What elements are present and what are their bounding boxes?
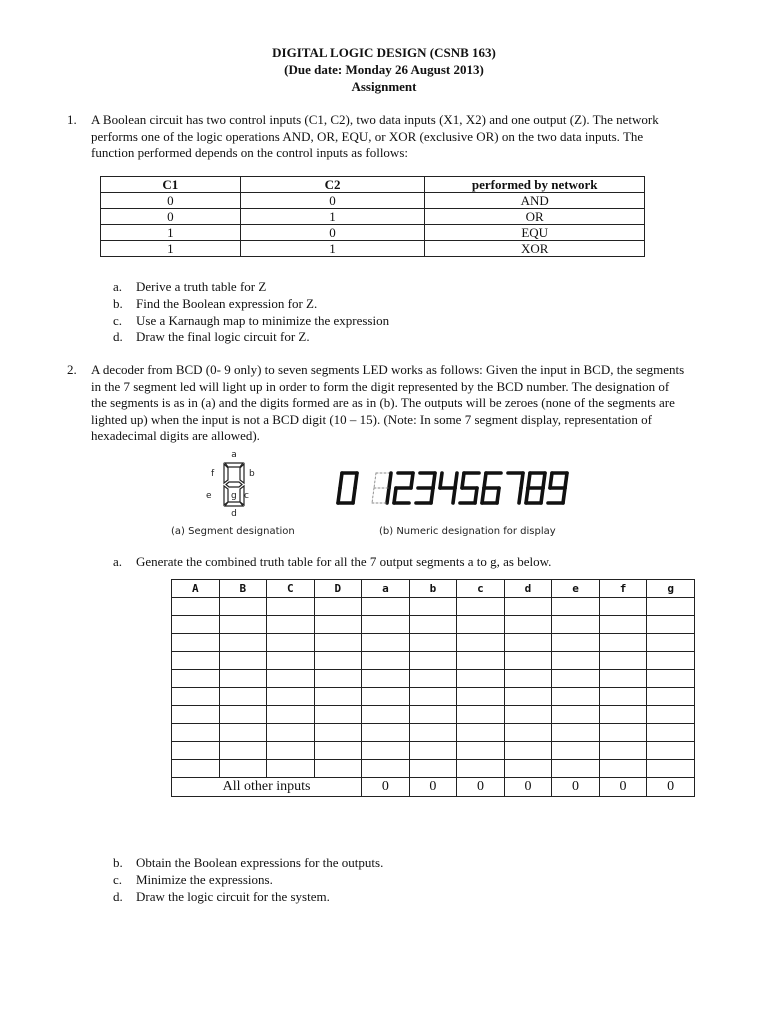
digit-segment <box>482 488 484 503</box>
digit-segment <box>387 488 389 503</box>
table-cell[interactable] <box>504 760 552 778</box>
table-cell: 0 <box>101 209 241 225</box>
segment-b-label: b <box>249 469 255 479</box>
table-cell[interactable] <box>552 688 600 706</box>
table-cell[interactable] <box>457 742 505 760</box>
table-row <box>172 706 695 724</box>
column-header: B <box>219 580 267 598</box>
digit-segment <box>411 473 413 488</box>
q2-number: 2. <box>67 362 77 377</box>
table-row <box>101 225 645 241</box>
table-cell[interactable] <box>267 706 315 724</box>
q2-line: in the 7 segment led will light up in order to form the digit represented by the BCD number. The designation of <box>91 378 670 394</box>
table-cell[interactable] <box>172 724 220 742</box>
part-text: Use a Karnaugh map to minimize the expression <box>136 313 390 328</box>
table-cell: 0 <box>240 225 425 241</box>
table-cell: 1 <box>240 241 425 257</box>
table-cell[interactable] <box>409 742 457 760</box>
digit-segment <box>394 488 396 503</box>
digit-segment <box>440 473 442 488</box>
digit-segment <box>374 473 376 488</box>
table-cell[interactable] <box>172 670 220 688</box>
table-cell[interactable] <box>219 742 267 760</box>
q2-part-b <box>113 855 383 872</box>
q2-part-a <box>113 554 551 571</box>
table-cell[interactable] <box>552 616 600 634</box>
table-cell[interactable] <box>362 634 410 652</box>
table-cell[interactable] <box>172 652 220 670</box>
display-digit-3 <box>416 473 435 503</box>
digit-segment <box>521 473 523 488</box>
table-cell[interactable] <box>599 724 647 742</box>
table-cell: 0 <box>240 193 425 209</box>
q2-line: the segments is as in (a) and the digits formed are as in (b). The outputs will be zeroes (none of the segments are <box>91 395 675 410</box>
table-cell[interactable] <box>219 688 267 706</box>
segment-e-shape <box>224 486 228 505</box>
display-digit-4 <box>440 473 457 503</box>
segment-g-shape <box>226 482 242 487</box>
column-header: d <box>504 580 552 598</box>
table-cell[interactable] <box>314 688 362 706</box>
table-cell[interactable] <box>647 724 695 742</box>
table-cell[interactable] <box>172 598 220 616</box>
column-header: a <box>362 580 410 598</box>
part-letter: b. <box>113 296 123 311</box>
table-cell[interactable] <box>599 688 647 706</box>
table-cell[interactable] <box>599 706 647 724</box>
table-cell[interactable] <box>647 598 695 616</box>
table-cell[interactable] <box>219 670 267 688</box>
display-digit-9 <box>548 473 567 503</box>
table-cell[interactable] <box>647 688 695 706</box>
table-cell[interactable] <box>457 670 505 688</box>
table-cell[interactable] <box>552 652 600 670</box>
table-row <box>101 209 645 225</box>
table-cell[interactable] <box>409 598 457 616</box>
digit-segment <box>433 473 435 488</box>
table-cell[interactable] <box>504 634 552 652</box>
column-header: f <box>599 580 647 598</box>
digit-segment <box>340 473 342 488</box>
table-cell[interactable] <box>504 688 552 706</box>
digit-segment <box>462 473 464 488</box>
caption-segment-designation: (a) Segment designation <box>171 526 295 537</box>
table-cell[interactable] <box>314 598 362 616</box>
table-cell[interactable] <box>219 598 267 616</box>
table-cell[interactable] <box>647 760 695 778</box>
table-row <box>172 742 695 760</box>
output-value-cell: 0 <box>552 778 600 797</box>
table-cell[interactable] <box>314 724 362 742</box>
table-cell[interactable] <box>552 742 600 760</box>
segment-designation-diagram <box>196 446 276 520</box>
display-digit-2 <box>394 473 413 503</box>
table-cell[interactable] <box>219 706 267 724</box>
table-cell[interactable] <box>267 652 315 670</box>
segment-g-label: g <box>231 491 237 501</box>
part-letter: c. <box>113 872 123 887</box>
table-cell[interactable] <box>647 616 695 634</box>
table-cell[interactable] <box>314 652 362 670</box>
table-cell[interactable] <box>457 724 505 742</box>
table-row <box>172 598 695 616</box>
table-cell[interactable] <box>599 634 647 652</box>
table-cell[interactable] <box>504 724 552 742</box>
table-cell[interactable] <box>457 598 505 616</box>
q1-part-d <box>113 329 310 346</box>
display-digit-7 <box>508 473 523 503</box>
table-cell[interactable] <box>504 598 552 616</box>
table-cell[interactable] <box>647 634 695 652</box>
part-letter: d. <box>113 889 123 904</box>
digit-segment <box>484 473 486 488</box>
table-cell[interactable] <box>599 616 647 634</box>
table-row <box>172 670 695 688</box>
column-header: b <box>409 580 457 598</box>
table-cell[interactable] <box>552 724 600 742</box>
table-cell[interactable] <box>172 742 220 760</box>
table-cell[interactable] <box>457 688 505 706</box>
table-cell[interactable] <box>599 670 647 688</box>
table-cell[interactable] <box>552 760 600 778</box>
table-cell[interactable] <box>267 634 315 652</box>
table-cell[interactable] <box>504 670 552 688</box>
table-cell[interactable] <box>362 706 410 724</box>
table-cell[interactable] <box>457 616 505 634</box>
part-letter: b. <box>113 855 123 870</box>
q2-line: lighted up) when the input is not a BCD digit (10 – 15). (Note: In some 7 segment display, representation of <box>91 411 652 427</box>
output-value-cell: 0 <box>457 778 505 797</box>
q2-line: hexadecimal digits are allowed). <box>91 428 260 443</box>
segment-truth-table <box>171 579 695 797</box>
caption-numeric-designation: (b) Numeric designation for display <box>379 526 556 537</box>
table-row <box>101 193 645 209</box>
table-cell[interactable] <box>457 706 505 724</box>
table-row <box>172 652 695 670</box>
part-text: Generate the combined truth table for all the 7 output segments a to g, as below. <box>136 554 552 569</box>
table-cell[interactable] <box>552 670 600 688</box>
table-cell[interactable] <box>504 652 552 670</box>
display-digit-6 <box>482 473 501 503</box>
q2-part-d <box>113 889 330 906</box>
table-cell: 1 <box>101 225 241 241</box>
q1-line: performs one of the logic operations AND, OR, EQU, or XOR (exclusive OR) on the two data inputs. The <box>91 128 644 144</box>
digit-segment <box>355 473 357 488</box>
table-cell[interactable] <box>362 598 410 616</box>
table-cell[interactable] <box>219 724 267 742</box>
table-cell[interactable] <box>409 652 457 670</box>
display-digit-5 <box>460 473 479 503</box>
part-letter: c. <box>113 313 123 328</box>
table-cell: XOR <box>425 241 645 257</box>
table-row <box>172 724 695 742</box>
table-header-row <box>101 177 645 193</box>
column-header: c <box>457 580 505 598</box>
column-header: C <box>267 580 315 598</box>
control-table <box>100 176 645 257</box>
doc-title: DIGITAL LOGIC DESIGN (CSNB 163) <box>272 45 496 60</box>
table-cell[interactable] <box>172 634 220 652</box>
table-cell[interactable] <box>362 670 410 688</box>
segment-b-shape <box>240 464 244 483</box>
table-cell[interactable] <box>362 724 410 742</box>
segment-a-label: a <box>231 450 237 460</box>
part-letter: a. <box>113 279 123 294</box>
table-cell: 0 <box>101 193 241 209</box>
column-header: g <box>647 580 695 598</box>
digit-segment <box>565 473 567 488</box>
table-cell[interactable] <box>362 688 410 706</box>
table-cell[interactable] <box>172 760 220 778</box>
q1-number: 1. <box>67 112 77 127</box>
table-cell[interactable] <box>552 598 600 616</box>
table-cell[interactable] <box>362 760 410 778</box>
display-digit-1 <box>372 473 391 503</box>
column-header: performed by network <box>425 177 645 193</box>
part-text: Obtain the Boolean expressions for the outputs. <box>136 855 384 870</box>
q1-part-c <box>113 313 389 330</box>
digit-segment <box>541 488 543 503</box>
table-cell[interactable] <box>267 670 315 688</box>
table-cell[interactable] <box>219 760 267 778</box>
column-header: e <box>552 580 600 598</box>
q1-part-a <box>113 279 266 296</box>
table-cell[interactable] <box>409 706 457 724</box>
table-cell: 1 <box>240 209 425 225</box>
digit-segment <box>497 488 499 503</box>
segment-d-label: d <box>231 509 237 519</box>
digit-segment <box>353 488 355 503</box>
output-value-cell: 0 <box>409 778 457 797</box>
table-cell[interactable] <box>267 616 315 634</box>
table-cell[interactable] <box>172 616 220 634</box>
table-cell[interactable] <box>409 760 457 778</box>
other-inputs-label: All other inputs <box>172 778 362 797</box>
table-cell[interactable] <box>314 616 362 634</box>
table-cell[interactable] <box>219 616 267 634</box>
table-cell[interactable] <box>314 634 362 652</box>
table-cell: EQU <box>425 225 645 241</box>
column-header: D <box>314 580 362 598</box>
table-cell[interactable] <box>504 742 552 760</box>
table-cell[interactable] <box>647 742 695 760</box>
display-digit-8 <box>526 473 545 503</box>
q1-text <box>91 112 731 162</box>
table-cell[interactable] <box>314 670 362 688</box>
table-row <box>172 760 695 778</box>
table-cell[interactable] <box>647 670 695 688</box>
table-cell: 1 <box>101 241 241 257</box>
table-cell[interactable] <box>362 652 410 670</box>
part-letter: a. <box>113 554 123 569</box>
q2-part-c <box>113 872 273 889</box>
table-row <box>101 241 645 257</box>
table-cell[interactable] <box>504 706 552 724</box>
digit-segment <box>389 473 391 488</box>
table-cell[interactable] <box>647 706 695 724</box>
q1-part-b <box>113 296 317 313</box>
digit-segment <box>528 473 530 488</box>
display-digit-0 <box>338 473 357 503</box>
table-cell[interactable] <box>314 742 362 760</box>
digit-segment <box>372 488 374 503</box>
output-value-cell: 0 <box>599 778 647 797</box>
numeric-display <box>336 468 572 510</box>
table-cell[interactable] <box>409 616 457 634</box>
table-cell[interactable] <box>267 760 315 778</box>
q2-line: A decoder from BCD (0- 9 only) to seven segments LED works as follows: Given the input in BCD, the segments <box>91 362 685 377</box>
table-cell[interactable] <box>599 598 647 616</box>
table-cell[interactable] <box>172 706 220 724</box>
output-value-cell: 0 <box>647 778 695 797</box>
digit-segment <box>550 473 552 488</box>
output-value-cell: 0 <box>504 778 552 797</box>
digit-segment <box>519 488 521 503</box>
due-date: (Due date: Monday 26 August 2013) <box>284 62 484 77</box>
table-header-row <box>172 580 695 598</box>
digit-segment <box>563 488 565 503</box>
q1-line: function performed depends on the control inputs as follows: <box>91 145 408 160</box>
part-text: Minimize the expressions. <box>136 872 273 887</box>
part-text: Derive a truth table for Z <box>136 279 267 294</box>
segment-f-label: f <box>211 469 215 479</box>
q2-text <box>91 362 731 445</box>
segment-e-label: e <box>206 491 212 501</box>
segment-c-label: c <box>244 491 249 501</box>
table-cell[interactable] <box>457 652 505 670</box>
part-letter: d. <box>113 329 123 344</box>
output-value-cell: 0 <box>362 778 410 797</box>
column-header: A <box>172 580 220 598</box>
part-text: Find the Boolean expression for Z. <box>136 296 318 311</box>
table-cell[interactable] <box>599 760 647 778</box>
table-cell[interactable] <box>457 760 505 778</box>
table-cell[interactable] <box>267 724 315 742</box>
table-cell[interactable] <box>314 760 362 778</box>
column-header: C2 <box>240 177 425 193</box>
digits-group <box>338 473 567 503</box>
digit-segment <box>543 473 545 488</box>
digit-segment <box>455 473 457 488</box>
table-cell[interactable] <box>219 634 267 652</box>
table-cell[interactable] <box>599 742 647 760</box>
table-cell[interactable] <box>552 634 600 652</box>
table-row <box>172 688 695 706</box>
table-cell[interactable] <box>552 706 600 724</box>
part-text: Draw the logic circuit for the system. <box>136 889 330 904</box>
digit-segment <box>475 488 477 503</box>
digit-segment <box>453 488 455 503</box>
table-cell[interactable] <box>504 616 552 634</box>
table-cell[interactable] <box>599 652 647 670</box>
table-cell[interactable] <box>314 706 362 724</box>
table-cell[interactable] <box>409 688 457 706</box>
digit-segment <box>431 488 433 503</box>
table-cell[interactable] <box>409 634 457 652</box>
table-cell[interactable] <box>267 742 315 760</box>
table-cell[interactable] <box>647 652 695 670</box>
table-row <box>172 634 695 652</box>
table-cell[interactable] <box>457 634 505 652</box>
table-cell: OR <box>425 209 645 225</box>
q1-line: A Boolean circuit has two control inputs (C1, C2), two data inputs (X1, X2) and one output (Z). The network <box>91 112 659 127</box>
segment-a-shape <box>225 463 243 467</box>
segment-f-shape <box>224 464 228 483</box>
table-cell[interactable] <box>172 688 220 706</box>
table-cell: AND <box>425 193 645 209</box>
digit-segment <box>338 488 340 503</box>
table-cell[interactable] <box>409 724 457 742</box>
table-row-other-inputs <box>172 778 695 797</box>
table-cell[interactable] <box>267 598 315 616</box>
column-header: C1 <box>101 177 241 193</box>
table-cell[interactable] <box>219 652 267 670</box>
table-cell[interactable] <box>362 742 410 760</box>
doc-subtitle: Assignment <box>351 79 417 94</box>
digit-segment <box>526 488 528 503</box>
part-text: Draw the final logic circuit for Z. <box>136 329 310 344</box>
table-cell[interactable] <box>267 688 315 706</box>
table-cell[interactable] <box>362 616 410 634</box>
table-row <box>172 616 695 634</box>
table-cell[interactable] <box>409 670 457 688</box>
